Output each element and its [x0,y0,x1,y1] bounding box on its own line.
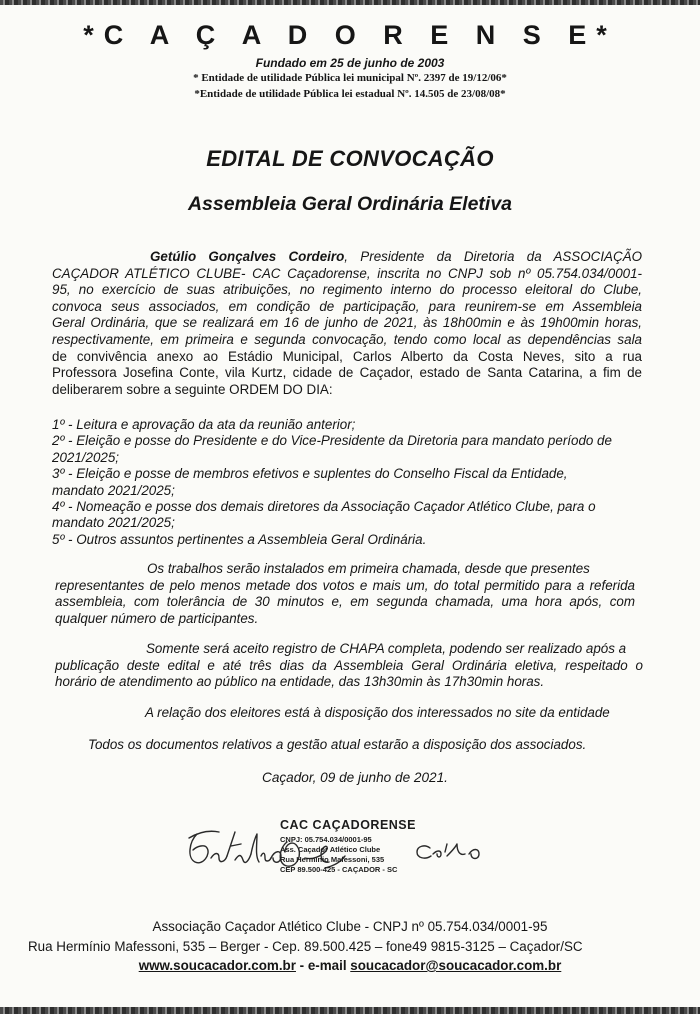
paragraph-line: deliberarem sobre a seguinte ORDEM DO DIA: [52,381,333,397]
founded-date: Fundado em 25 de junho de 2003 [255,56,445,70]
paragraph-line: de convivência anexo ao Estádio Municipal, Carlos Alberto da Costa Neves, sito a rua [52,348,642,364]
agenda-item: 3º - Eleição e posse de membros efetivos e suplentes do Conselho Fiscal da Entidade, [52,466,568,482]
paragraph-line: Professora Josefina Conte, vila Kurtz, cidade de Caçador, estado de Santa Catarina, a fim de [52,365,642,381]
quorum-paragraph [55,561,635,627]
agenda-item: 4º - Nomeação e posse dos demais diretores da Associação Caçador Atlético Clube, para o [52,499,596,515]
email-link[interactable]: soucacador@soucacador.com.br [350,958,562,973]
scan-bottom-edge [0,1007,700,1014]
registration-paragraph [55,641,643,691]
agenda-item: mandato 2021/2025; [52,515,175,531]
agenda-item: 2º - Eleição e posse do Presidente e do Vice-Presidente da Diretoria para mandato período de [52,433,612,449]
scan-top-edge [0,0,700,5]
stamp-line: CNPJ: 05.754.034/0001-95 [280,835,372,844]
footer-contacts [0,958,700,973]
agenda-item: 2021/2025; [52,449,120,465]
stamp-line: CEP 89.500-425 - CAÇADOR - SC [280,865,398,874]
stamp-line: Rua Hermínio Mafessoni, 535 [280,855,385,864]
paragraph-line: horário de atendimento ao público na entidade, das 13h30min às 17h30min horas. [55,674,545,690]
president-name: Getúlio Gonçalves Cordeiro [150,249,345,264]
paragraph-line: respectivamente, em primeira e segunda convocação, tendo como local as dependências sala [52,331,642,347]
paragraph-line: assembleia, com tolerância de 30 minutos e, em segunda chamada, uma hora após, com [55,594,635,610]
place-and-date: Caçador, 09 de junho de 2021. [262,770,448,785]
paragraph-line: Getúlio Gonçalves Cordeiro, Presidente da Diretoria da ASSOCIAÇÃO [150,249,642,264]
footer-address: Rua Hermínio Mafessoni, 535 – Berger - Cep. 89.500.425 – fone49 9815-3125 – Caçador/SC [28,939,583,954]
notice-subtitle: Assembleia Geral Ordinária Eletiva [187,193,513,215]
agenda-item: 5º - Outros assuntos pertinentes a Assembleia Geral Ordinária. [52,531,427,547]
paragraph-line: Geral Ordinária, que se realizará em 16 de junho de 2021, às 18h00min e às 19h00min horas, [52,315,642,331]
website-link[interactable]: www.soucacador.com.br [138,958,296,973]
documents-note: Todos os documentos relativos a gestão atual estarão a disposição dos associados. [88,737,587,752]
paragraph-line: Os trabalhos serão instalados em primeira chamada, desde que presentes [147,561,590,576]
municipal-law-line: * Entidade de utilidade Pública lei municipal Nº. 2397 de 19/12/06* [193,72,507,84]
stamp-title: CAC CAÇADORENSE [280,818,416,832]
state-law-line: *Entidade de utilidade Pública lei estadual Nº. 14.505 de 23/08/08* [194,88,506,100]
paragraph-line: CAÇADOR ATLÉTICO CLUBE- CAC Caçadorense, inscrita no CNPJ sob nº 05.754.034/0001- [52,265,642,281]
paragraph-line: 95, no exercício de suas atribuições, no regimento interno do processo eleitoral do Clube, [52,282,642,298]
agenda-item: 1º - Leitura e aprovação da ata da reunião anterior; [52,417,356,432]
agenda-list [52,417,652,548]
paragraph-line: Somente será aceito registro de CHAPA completa, podendo ser realizado após a [146,641,627,656]
notice-title: EDITAL DE CONVOCAÇÃO [206,146,494,171]
electors-note: A relação dos eleitores está à disposição dos interessados no site da entidade [145,705,610,720]
footer-organization: Associação Caçador Atlético Clube - CNPJ nº 05.754.034/0001-95 [152,919,548,934]
paragraph-line: qualquer número de participantes. [55,610,259,626]
paragraph-line: convoca seus associados, em condição de participação, para reunirem-se em Assembleia [52,298,642,314]
paragraph-line: publicação deste edital e até três dias da Assembleia Geral Ordinária eletiva, respeitado o [55,657,643,673]
email-label: - e-mail [295,958,351,973]
agenda-item: mandato 2021/2025; [52,482,175,498]
convocation-paragraph [52,249,642,398]
brand-title: *C A Ç A D O R E N S E* [83,20,617,50]
paragraph-line: representantes de pelo menos metade dos votos e mais um, do total permitido para a referida [55,577,635,593]
stamp-line: Ass. Caçador Atlético Clube [280,845,381,854]
